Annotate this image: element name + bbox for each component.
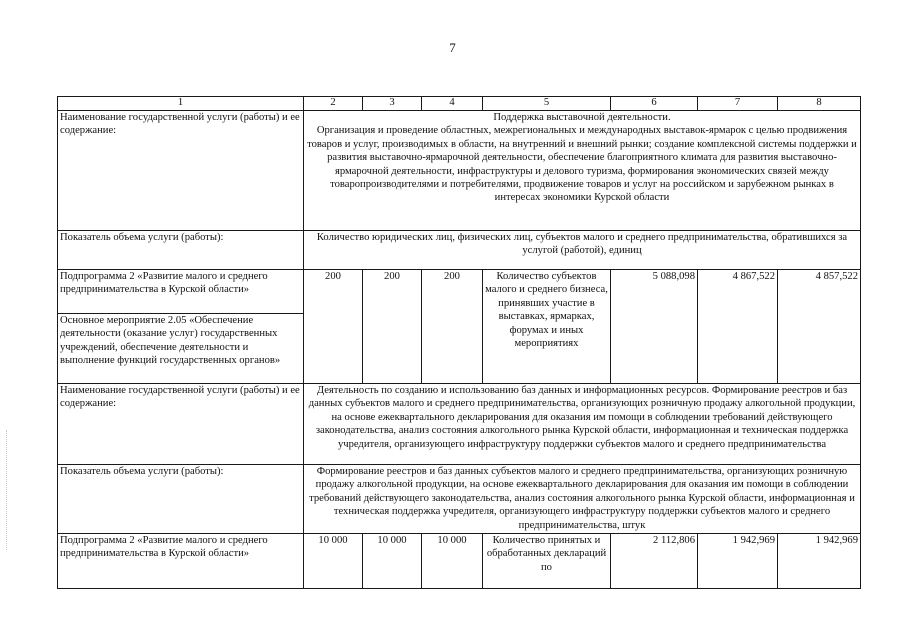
- header-col-7: 7: [698, 97, 778, 111]
- value-col-2-2: 10 000: [304, 534, 363, 589]
- service-description: [304, 111, 861, 231]
- value-col-2: 200: [304, 270, 363, 384]
- subprogram-row-2: [58, 534, 861, 589]
- program-table: [57, 96, 861, 589]
- volume-indicator-label: Показатель объема услуги (работы):: [58, 231, 304, 270]
- page-number: 7: [449, 40, 456, 55]
- value-col-3: 200: [363, 270, 422, 384]
- value-col-6: 5 088,098: [611, 270, 698, 384]
- value-col-4-2: 10 000: [422, 534, 483, 589]
- volume-indicator-label-2: Показатель объема услуги (работы):: [58, 465, 304, 534]
- volume-indicator-row: [58, 231, 861, 270]
- volume-indicator-value: Количество юридических лиц, физических лиц, субъектов малого и среднего предпринимательства, обратившихся за услугой (работой), единиц: [304, 231, 861, 270]
- header-col-1: 1: [58, 97, 304, 111]
- value-col-4: 200: [422, 270, 483, 384]
- indicator-description-2: Количество принятых и обработанных деклараций по: [483, 534, 611, 589]
- value-col-7: 4 867,522: [698, 270, 778, 384]
- service-description-row-2: [58, 384, 861, 465]
- value-col-6-2: 2 112,806: [611, 534, 698, 589]
- value-col-8: 4 857,522: [778, 270, 861, 384]
- header-col-8: 8: [778, 97, 861, 111]
- service-name-label: Наименование государственной услуги (работы) и ее содержание:: [58, 111, 304, 231]
- header-col-2: 2: [304, 97, 363, 111]
- value-col-7-2: 1 942,969: [698, 534, 778, 589]
- event-name: Основное мероприятие 2.05 «Обеспечение деятельности (оказание услуг) государственных учреждений, обеспечение деятельности и выполнение функций государственных органов»: [58, 314, 304, 384]
- service-description-2: Деятельность по созданию и использованию баз данных и информационных ресурсов. Формирование реестров и баз данных субъектов малого и среднего предпринимательства, организующих розничную продажу алкогольной продукции, на основе ежеквартального декларирования для оказания им помощи в соблюдении требований действующего законодательства, анализ состояния алкогольного рынка Курской области, информационная и техническая поддержка учредителя, организующего инфраструктуру поддержки субъектов малого и среднего предпринимательства: [304, 384, 861, 465]
- service-description-body: Организация и проведение областных, межрегиональных и международных выставок-ярмарок с целью продвижения товаров и услуг, производимых в области, на внутренний и внешний рынки; создание комплексной системы поддержки и развития выставочно-ярмарочной деятельности, обеспечение благоприятного климата для развития выставочно-ярмарочной деятельности, инфраструктуры и делового туризма, формирования экономических связей между товаропроизводителями и потребителями, продвижение товаров и услуг на российском и зарубежном рынках в интересах экономики Курской области: [307, 125, 857, 204]
- value-col-8-2: 1 942,969: [778, 534, 861, 589]
- service-description-row: [58, 111, 861, 231]
- header-col-6: 6: [611, 97, 698, 111]
- volume-indicator-row-2: [58, 465, 861, 534]
- service-description-title: Поддержка выставочной деятельности.: [493, 112, 671, 123]
- subprogram-row: [58, 270, 861, 314]
- header-col-4: 4: [422, 97, 483, 111]
- volume-indicator-value-2: Формирование реестров и баз данных субъектов малого и среднего предпринимательства, организующих розничную продажу алкогольной продукции, на основе ежеквартального декларирования для оказания им помощи в соблюдении требований действующего законодательства, анализ состояния алкогольного рынка Курской области, информационная и техническая поддержка учредителя, организующего инфраструктуру поддержки субъектов малого и среднего предпринимательства, штук: [304, 465, 861, 534]
- header-col-5: 5: [483, 97, 611, 111]
- header-col-3: 3: [363, 97, 422, 111]
- subprogram-name-2: Подпрограмма 2 «Развитие малого и среднего предпринимательства в Курской области»: [58, 534, 304, 589]
- value-col-3-2: 10 000: [363, 534, 422, 589]
- header-row: [58, 97, 861, 111]
- subprogram-name: Подпрограмма 2 «Развитие малого и среднего предпринимательства в Курской области»: [58, 270, 304, 314]
- service-name-label-2: Наименование государственной услуги (работы) и ее содержание:: [58, 384, 304, 465]
- margin-marks: [6, 430, 9, 550]
- indicator-description: Количество субъектов малого и среднего бизнеса, принявших участие в выставках, ярмарках, форумах и иных мероприятиях: [483, 270, 611, 384]
